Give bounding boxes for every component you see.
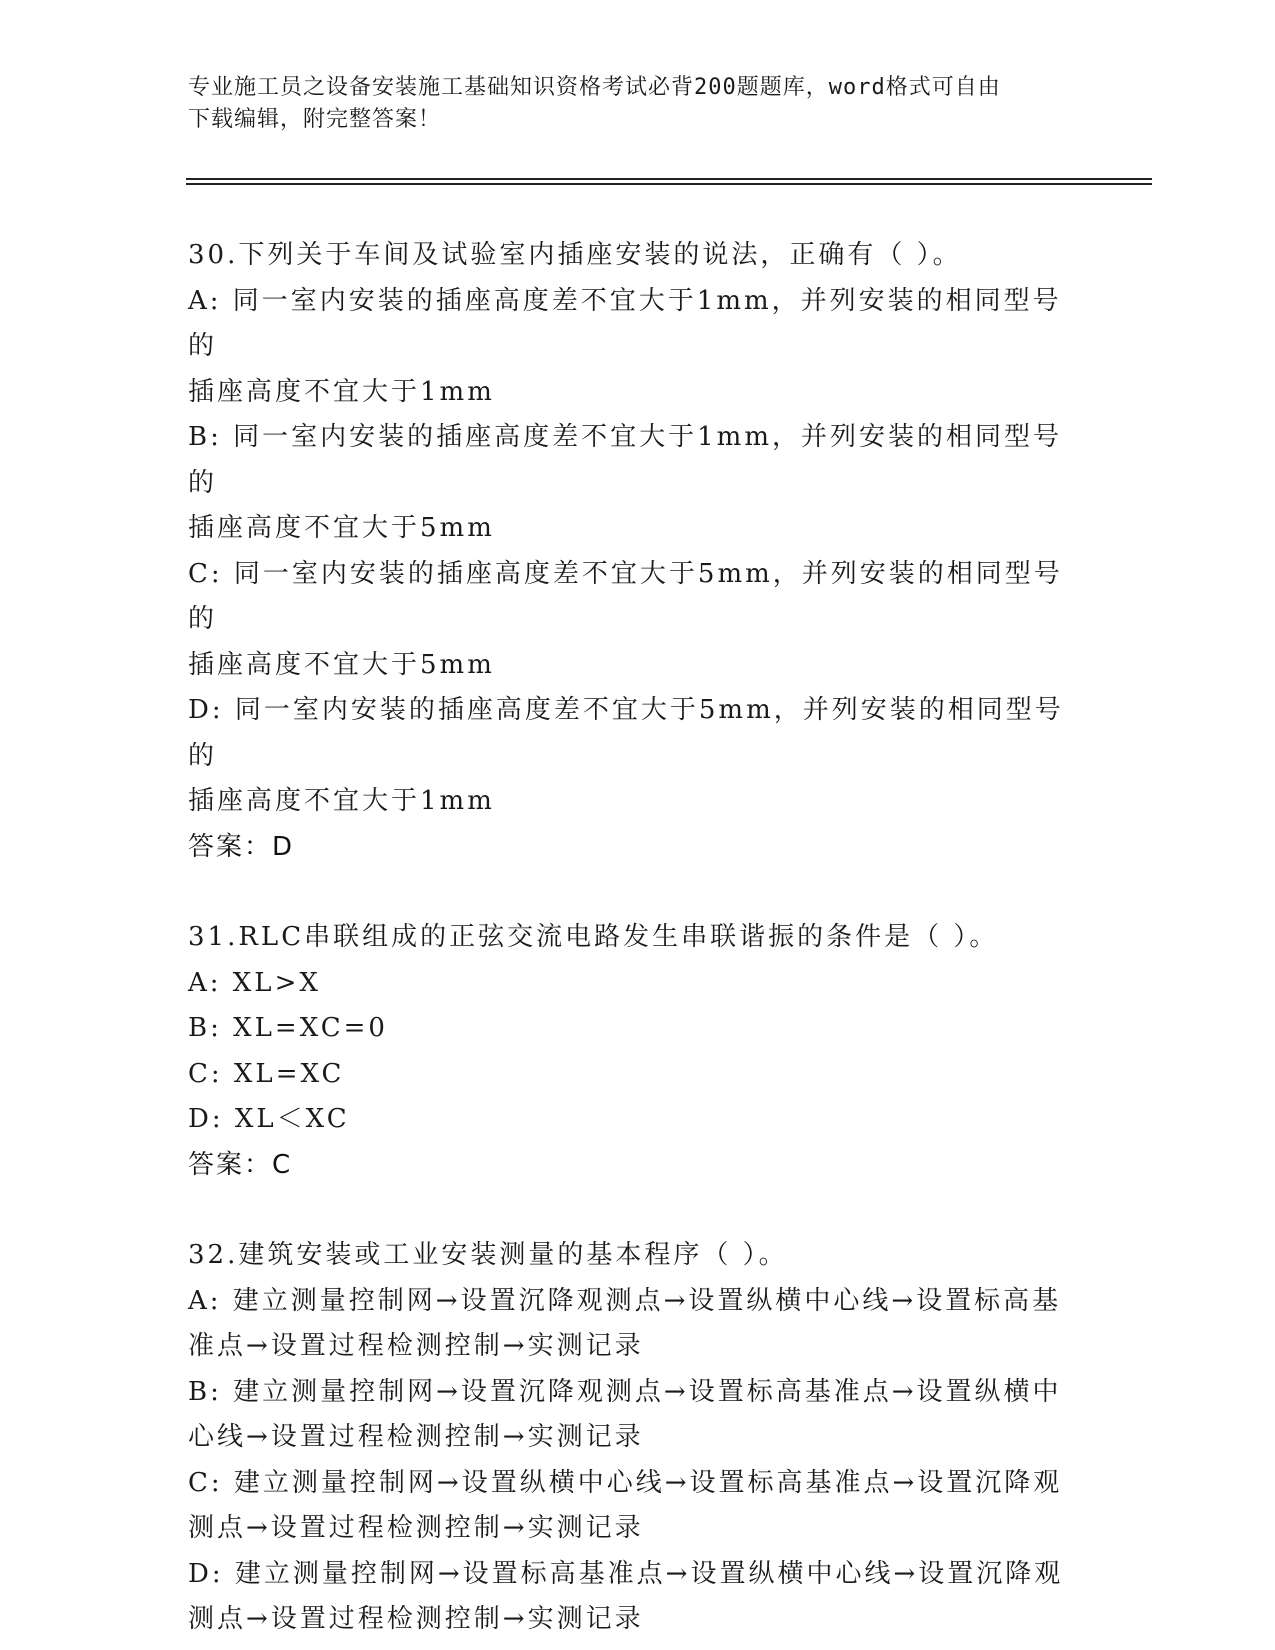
option-c (188, 552, 1088, 689)
option-line: D: 同一室内安装的插座高度差不宜大于5mm，并列安装的相同型号的 (188, 695, 1064, 771)
question-31 (188, 915, 1088, 1188)
option-d (188, 688, 1088, 825)
option-b: B: XL=XC=0 (188, 1013, 388, 1043)
option-line: 测点→设置过程检测控制→实测记录 (188, 1604, 644, 1634)
option-line: 插座高度不宜大于1mm (188, 786, 495, 816)
option-a (188, 1279, 1088, 1370)
answer-label: 答案：C (188, 1149, 293, 1180)
question-32 (188, 1233, 1088, 1643)
option-line: D: 建立测量控制网→设置标高基准点→设置纵横中心线→设置沉降观 (188, 1558, 1064, 1589)
header-line-1: 专业施工员之设备安装施工基础知识资格考试必背200题题库，word格式可自由 (188, 75, 1001, 100)
option-c: C: XL=XC (188, 1058, 345, 1089)
header-divider-bottom (186, 183, 1152, 185)
option-d (188, 1552, 1088, 1643)
option-b (188, 1370, 1088, 1461)
option-line: 测点→设置过程检测控制→实测记录 (188, 1513, 644, 1543)
option-line: 插座高度不宜大于5mm (188, 649, 495, 680)
question-list (188, 233, 1088, 1643)
option-line: C: 同一室内安装的插座高度差不宜大于5mm，并列安装的相同型号的 (188, 558, 1063, 634)
document-header (188, 72, 1068, 136)
option-line: C: 建立测量控制网→设置纵横中心线→设置标高基准点→设置沉降观 (188, 1467, 1063, 1498)
option-line: 插座高度不宜大于1mm (188, 376, 495, 407)
option-a (188, 279, 1088, 416)
option-line: A: 同一室内安装的插座高度差不宜大于1mm，并列安装的相同型号的 (188, 285, 1062, 361)
question-30 (188, 233, 1088, 870)
question-stem: 32.建筑安装或工业安装测量的基本程序（ ）。 (188, 1240, 788, 1270)
header-line-2: 下载编辑，附完整答案！ (188, 107, 442, 132)
option-d: D: XL＜XC (188, 1104, 350, 1134)
option-a: A: XL>X (188, 967, 321, 998)
option-b (188, 415, 1088, 552)
option-c (188, 1461, 1088, 1552)
option-line: 插座高度不宜大于5mm (188, 513, 495, 543)
option-line: B: 同一室内安装的插座高度差不宜大于1mm，并列安装的相同型号的 (188, 422, 1062, 498)
header-divider-top (186, 178, 1152, 180)
question-stem: 30.下列关于车间及试验室内插座安装的说法，正确有（ ）。 (188, 240, 962, 270)
question-stem: 31.RLC串联组成的正弦交流电路发生串联谐振的条件是（ ）。 (188, 922, 999, 952)
option-line: 准点→设置过程检测控制→实测记录 (188, 1331, 644, 1361)
option-line: B: 建立测量控制网→设置沉降观测点→设置标高基准点→设置纵横中 (188, 1376, 1062, 1407)
answer-label: 答案：D (188, 831, 295, 862)
option-line: A: 建立测量控制网→设置沉降观测点→设置纵横中心线→设置标高基 (188, 1285, 1062, 1316)
option-line: 心线→设置过程检测控制→实测记录 (188, 1422, 644, 1452)
